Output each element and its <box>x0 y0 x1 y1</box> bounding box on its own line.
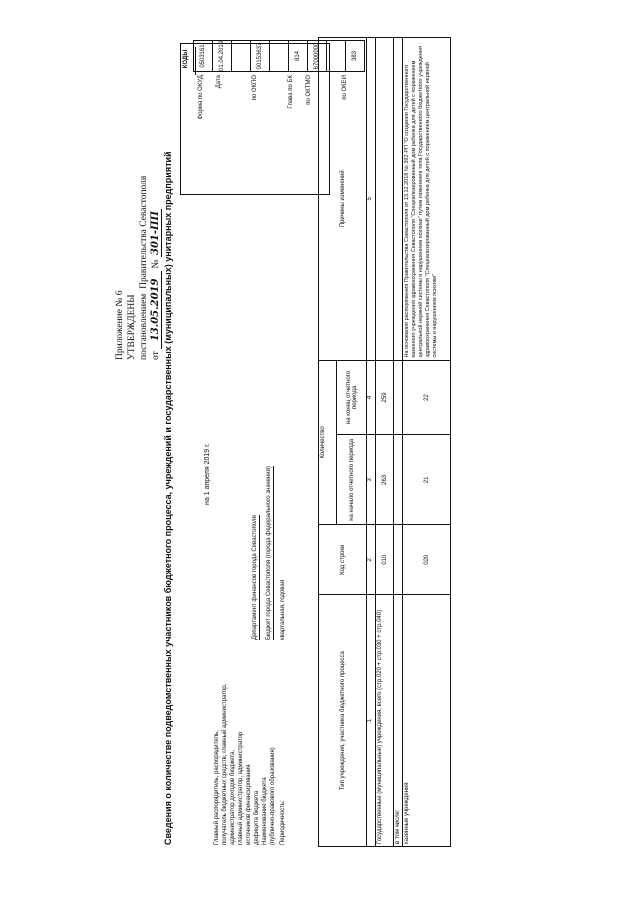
left-label-4: главный администратор, администратор <box>238 731 244 845</box>
decree-number: 301-ПП <box>150 209 162 257</box>
row-code: 020 <box>403 525 451 595</box>
budget-value: Бюджет города Севастополя (города федерального значения) <box>266 466 272 640</box>
label-date: Дата <box>216 75 222 89</box>
col-num-2: 2 <box>367 525 376 595</box>
left-label-3: администратор доходов бюджета, <box>230 749 236 845</box>
codes-header: КОДЫ <box>183 49 189 69</box>
col-code-header: Код строки <box>319 525 367 595</box>
row-start <box>394 435 403 525</box>
code-bk: 814 <box>289 40 308 71</box>
decree-date-line <box>150 209 162 360</box>
approved-label: УТВЕРЖДЕНЫ <box>127 294 137 360</box>
department-value: Департамент финансов города Севастополя <box>252 515 258 640</box>
code-okpo: 00153637 <box>251 40 270 71</box>
left-label-5: источников финансирования <box>246 764 252 845</box>
code-empty-2 <box>270 40 289 71</box>
col-num-4: 4 <box>367 360 376 435</box>
row-end <box>394 360 403 435</box>
main-table <box>318 37 451 847</box>
col-start-header: на начало отчетного периода <box>337 435 367 525</box>
row-end: 22 <box>403 360 451 435</box>
label-bk: Глава по БК <box>288 75 294 109</box>
left-label-6: дефицита бюджета <box>254 790 260 845</box>
left-label-7: Наименование бюджета <box>262 777 268 845</box>
table-row <box>376 38 394 847</box>
col-quantity-header: Количество <box>319 360 337 525</box>
row-start: 263 <box>376 435 394 525</box>
left-label-8: (публично-правового образования) <box>270 747 276 845</box>
number-prefix: № <box>151 259 161 269</box>
row-start: 21 <box>403 435 451 525</box>
col-num-3: 3 <box>367 435 376 525</box>
row-type: в том числе: <box>394 595 403 847</box>
label-okud: Форма по ОКУД <box>198 75 204 120</box>
row-reason: На основании распоряжения Правительства Севастополя от 13.12.2018 № 392-РП "О создании Государственного казенного учреждения здравоохранения Севастополя "Специализированный дом ребенка для детей с поражением центральной нервной системы и нарушением психики" путем изменения типа Государственного бюджетного учреждения здравоохранения Севастополя "Специализированный дом ребенка для детей с поражением центральной нервной системы и нарушением психики" <box>403 38 451 361</box>
row-reason <box>376 38 394 361</box>
row-type: Государственные (муниципальные) учреждения, всего (стр.020 + стр.030 + стр.040) <box>376 595 394 847</box>
periodicity-value: квартальная, годовая <box>280 580 286 640</box>
left-label-2: получатель бюджетных средств, главный администратор, <box>222 683 228 845</box>
code-empty-1 <box>232 40 251 71</box>
code-okud: 0503161 <box>194 40 213 71</box>
decree-line <box>139 176 149 360</box>
row-code <box>394 525 403 595</box>
table-row <box>403 38 451 847</box>
label-okpo: по ОКПО <box>252 75 258 101</box>
col-num-1: 1 <box>367 595 376 847</box>
codes-rows <box>185 45 196 325</box>
table-row <box>394 38 403 847</box>
government-label: Правительства Севастополя <box>139 175 149 289</box>
left-label-9: Периодичность: <box>280 800 286 845</box>
row-type: казенные учреждения <box>403 595 451 847</box>
code-okei: 383 <box>346 40 365 71</box>
report-date: на 1 апреля 2019 г. <box>204 443 211 505</box>
document-title: Сведения о количестве подведомственных участников бюджетного процесса, учреждений и государственных (муниципальных) унитарных предприятий <box>163 151 173 845</box>
decree-label: постановлением <box>139 293 149 360</box>
code-date: 01.04.2019 <box>213 40 232 71</box>
col-end-header: на конец отчетного периода <box>337 360 367 435</box>
row-end: 259 <box>376 360 394 435</box>
from-prefix: от <box>151 351 161 360</box>
left-label-1: Главный распорядитель, распорядитель, <box>214 730 220 845</box>
appendix-label: Приложение № 6 <box>115 290 125 360</box>
label-oktmo: по ОКТМО <box>306 75 312 105</box>
decree-date: 13.05.2019 <box>150 271 162 349</box>
col-num-5: 5 <box>367 38 376 361</box>
label-okei: по ОКЕИ <box>342 75 348 100</box>
row-reason <box>394 38 403 361</box>
code-oktmo: 67000000 <box>308 40 327 71</box>
col-type-header: Тип учреждения, участника бюджетного процесса <box>319 595 367 847</box>
col-reason-header: Причины изменений <box>319 38 367 361</box>
row-code: 010 <box>376 525 394 595</box>
